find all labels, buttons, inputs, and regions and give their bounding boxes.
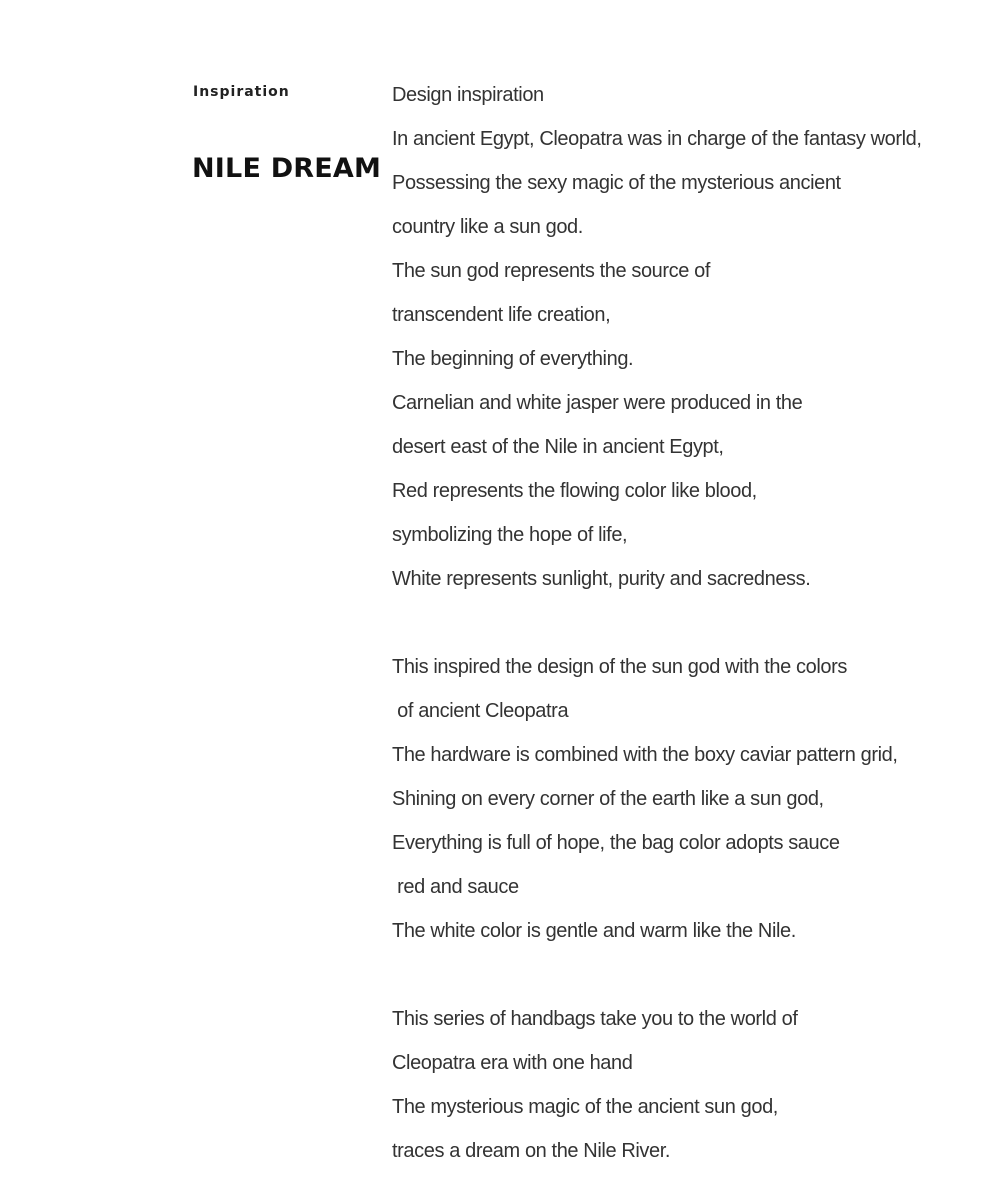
text-line: Possessing the sexy magic of the mysterious ancient [392,172,841,194]
text-line: country like a sun god. [392,216,583,238]
inspiration-text-body [392,73,972,1173]
paragraph-gap [392,601,972,645]
text-line: Shining on every corner of the earth like a sun god, [392,788,824,810]
text-line: Red represents the flowing color like blood, [392,480,757,502]
text-line: of ancient Cleopatra [392,700,569,722]
paragraph-3 [392,997,972,1173]
text-line: In ancient Egypt, Cleopatra was in charge of the fantasy world, [392,128,922,150]
text-line: Everything is full of hope, the bag color adopts sauce [392,832,840,854]
text-line: White represents sunlight, purity and sacredness. [392,568,811,590]
text-line: Carnelian and white jasper were produced in the [392,392,803,414]
collection-title: NILE DREAM [192,153,382,184]
text-line: The hardware is combined with the boxy caviar pattern grid, [392,744,898,766]
paragraph-gap [392,953,972,997]
paragraph-2 [392,645,972,953]
text-line: Cleopatra era with one hand [392,1052,633,1074]
text-line: desert east of the Nile in ancient Egypt, [392,436,724,458]
text-line: symbolizing the hope of life, [392,524,628,546]
paragraph-1 [392,73,972,601]
text-line: The sun god represents the source of [392,260,711,282]
text-line: The beginning of everything. [392,348,634,370]
text-line: This inspired the design of the sun god with the colors [392,656,847,678]
sidebar-heading-block [192,80,382,187]
text-line: This series of handbags take you to the world of [392,1008,798,1030]
text-line: Design inspiration [392,84,544,106]
text-line: transcendent life creation, [392,304,611,326]
text-line: The white color is gentle and warm like the Nile. [392,920,796,942]
section-eyebrow: Inspiration [193,84,290,100]
text-line: red and sauce [392,876,519,898]
text-line: traces a dream on the Nile River. [392,1140,671,1162]
text-line: The mysterious magic of the ancient sun god, [392,1096,778,1118]
